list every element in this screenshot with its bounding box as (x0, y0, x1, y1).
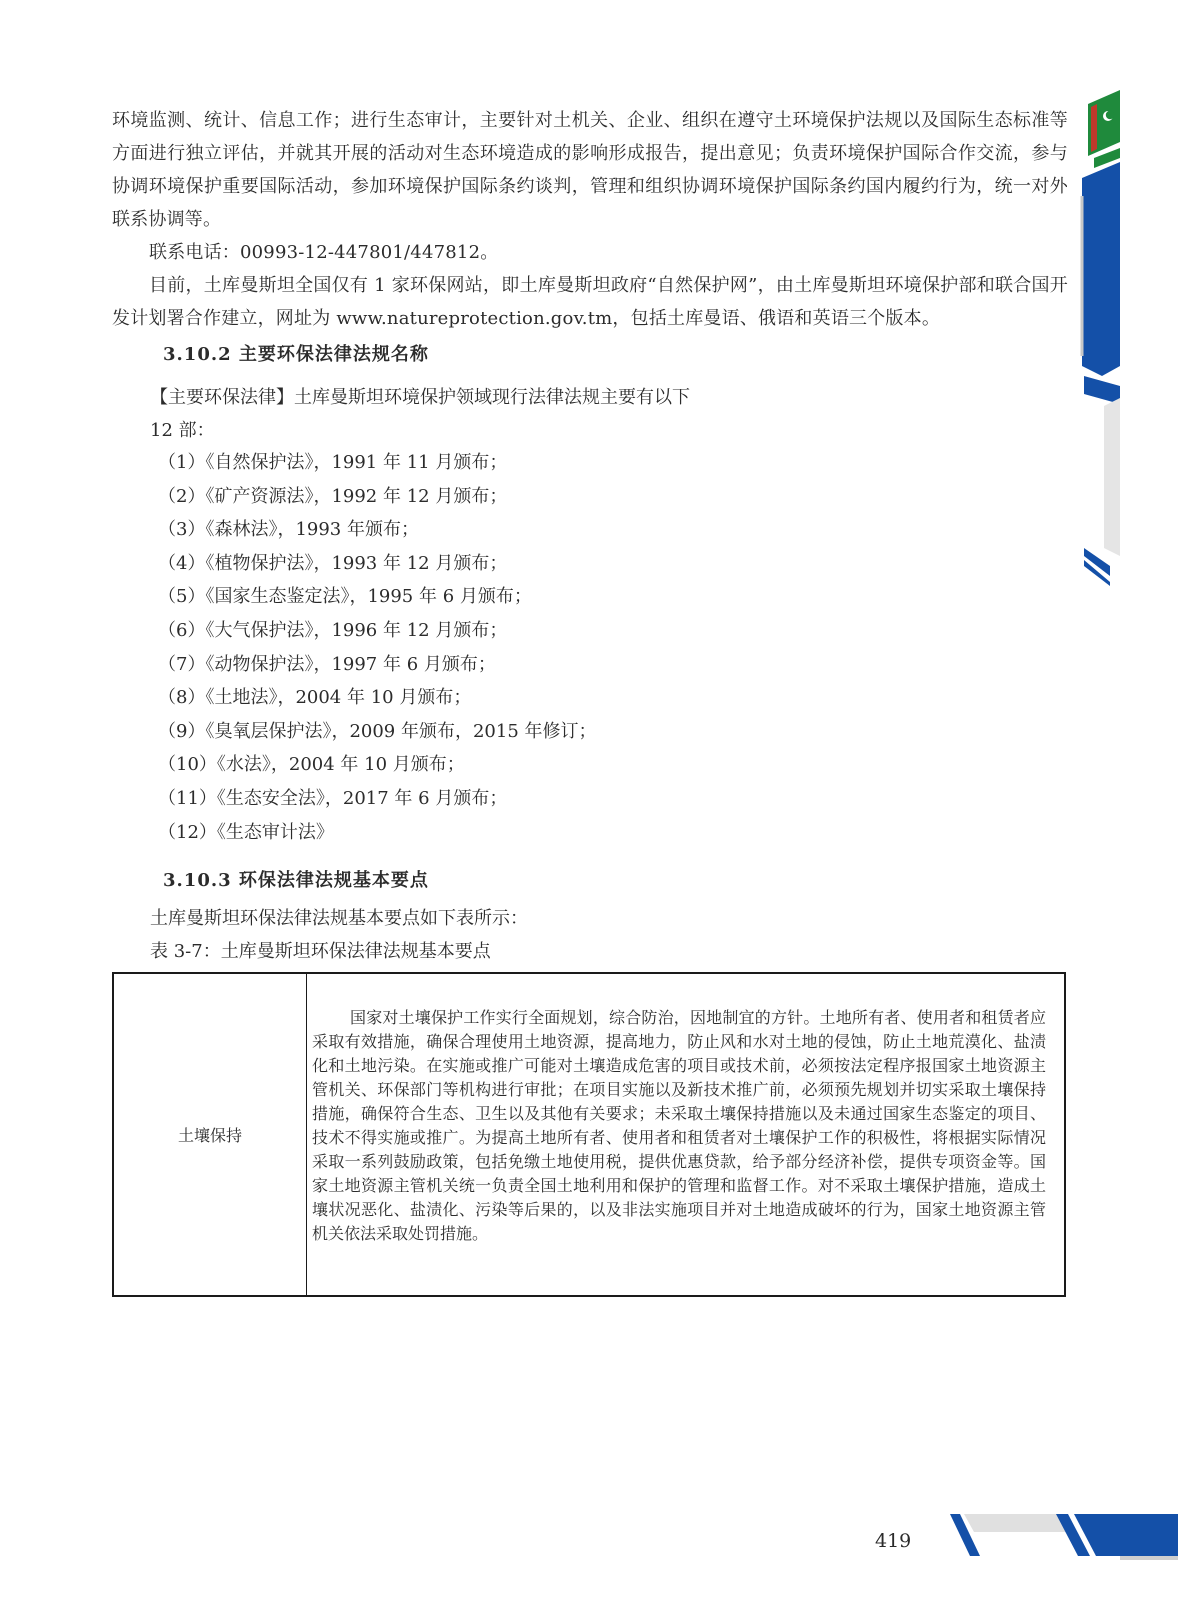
list-item: （11）《生态安全法》，2017 年 6 月颁布； (158, 787, 508, 809)
intro-block (112, 104, 1068, 335)
table-lead: 土库曼斯坦环保法律法规基本要点如下表所示： (150, 908, 528, 929)
table-row-label: 土壤保持 (114, 974, 307, 1295)
list-item: （3）《森林法》，1993 年颁布； (158, 519, 419, 541)
list-item: （10）《水法》，2004 年 10 月颁布； (158, 754, 465, 776)
laws-lead-line-1: 【主要环保法律】土库曼斯坦环境保护领域现行法律法规主要有以下 (150, 387, 690, 408)
footer-decoration (950, 1512, 1178, 1562)
list-item: （9）《臭氧层保护法》，2009 年颁布，2015 年修订； (158, 720, 597, 742)
intro-paragraph-2: 目前，土库曼斯坦全国仅有 1 家环保网站，即土库曼斯坦政府“自然保护网”，由土库曼斯坦环境保护部和联合国开发计划署合作建立，网址为 www.natureprotection.gov.tm，包括土库曼语、俄语和英语三个版本。 (112, 275, 1068, 329)
list-item: （2）《矿产资源法》，1992 年 12 月颁布； (158, 485, 508, 507)
side-decoration (1074, 86, 1134, 596)
page-number: 419 (875, 1530, 912, 1552)
laws-list (158, 446, 597, 849)
list-item: （1）《自然保护法》，1991 年 11 月颁布； (158, 452, 508, 473)
list-item: （8）《土地法》，2004 年 10 月颁布； (158, 687, 472, 709)
list-item: （7）《动物保护法》，1997 年 6 月颁布； (158, 653, 496, 675)
contact-phone: 联系电话：00993-12-447801/447812。 (149, 242, 499, 263)
list-item: （12）《生态审计法》 (158, 821, 334, 843)
list-item: （4）《植物保护法》，1993 年 12 月颁布； (158, 552, 508, 574)
list-item: （5）《国家生态鉴定法》，1995 年 6 月颁布； (158, 586, 532, 608)
laws-lead-line-2: 12 部： (150, 420, 215, 441)
section-heading-3-10-3: 3.10.3 环保法律法规基本要点 (163, 870, 429, 891)
law-points-table (112, 972, 1066, 1297)
section-heading-3-10-2: 3.10.2 主要环保法律法规名称 (163, 344, 429, 365)
table-caption: 表 3-7：土库曼斯坦环保法律法规基本要点 (150, 941, 491, 962)
list-item: （6）《大气保护法》，1996 年 12 月颁布； (158, 619, 508, 641)
table-row-text: 国家对土壤保护工作实行全面规划，综合防治，因地制宜的方针。土地所有者、使用者和租赁者应采取有效措施，确保合理使用土地资源，提高地力，防止风和水对土地的侵蚀，防止土地荒漠化、盐渍化和土地污染。在实施或推广可能对土壤造成危害的项目或技术前，必须按法定程序报国家土地资源主管机关、环保部门等机构进行审批；在项目实施以及新技术推广前，必须预先规划并切实采取土壤保持措施，确保符合生态、卫生以及其他有关要求；未采取土壤保持措施以及未通过国家生态鉴定的项目、技术不得实施或推广。为提高土地所有者、使用者和租赁者对土壤保护工作的积极性，将根据实际情况采取一系列鼓励政策，包括免缴土地使用税，提供优惠贷款，给予部分经济补偿，提供专项资金等。国家土地资源主管机关统一负责全国土地利用和保护的管理和监督工作。对不采取土壤保护措施，造成土壤状况恶化、盐渍化、污染等后果的，以及非法实施项目并对土地造成破坏的行为，国家土地资源主管机关依法采取处罚措施。 (312, 1008, 1046, 1243)
intro-paragraph-1: 环境监测、统计、信息工作；进行生态审计，主要针对土机关、企业、组织在遵守土环境保护法规以及国际生态标准等方面进行独立评估，并就其开展的活动对生态环境造成的影响形成报告，提出意见；负责环境保护国际合作交流，参与协调环境保护重要国际活动，参加环境保护国际条约谈判，管理和组织协调环境保护国际条约国内履约行为，统一对外联系协调等。 (112, 110, 1068, 230)
turkmenistan-flag-icon (1088, 90, 1120, 156)
